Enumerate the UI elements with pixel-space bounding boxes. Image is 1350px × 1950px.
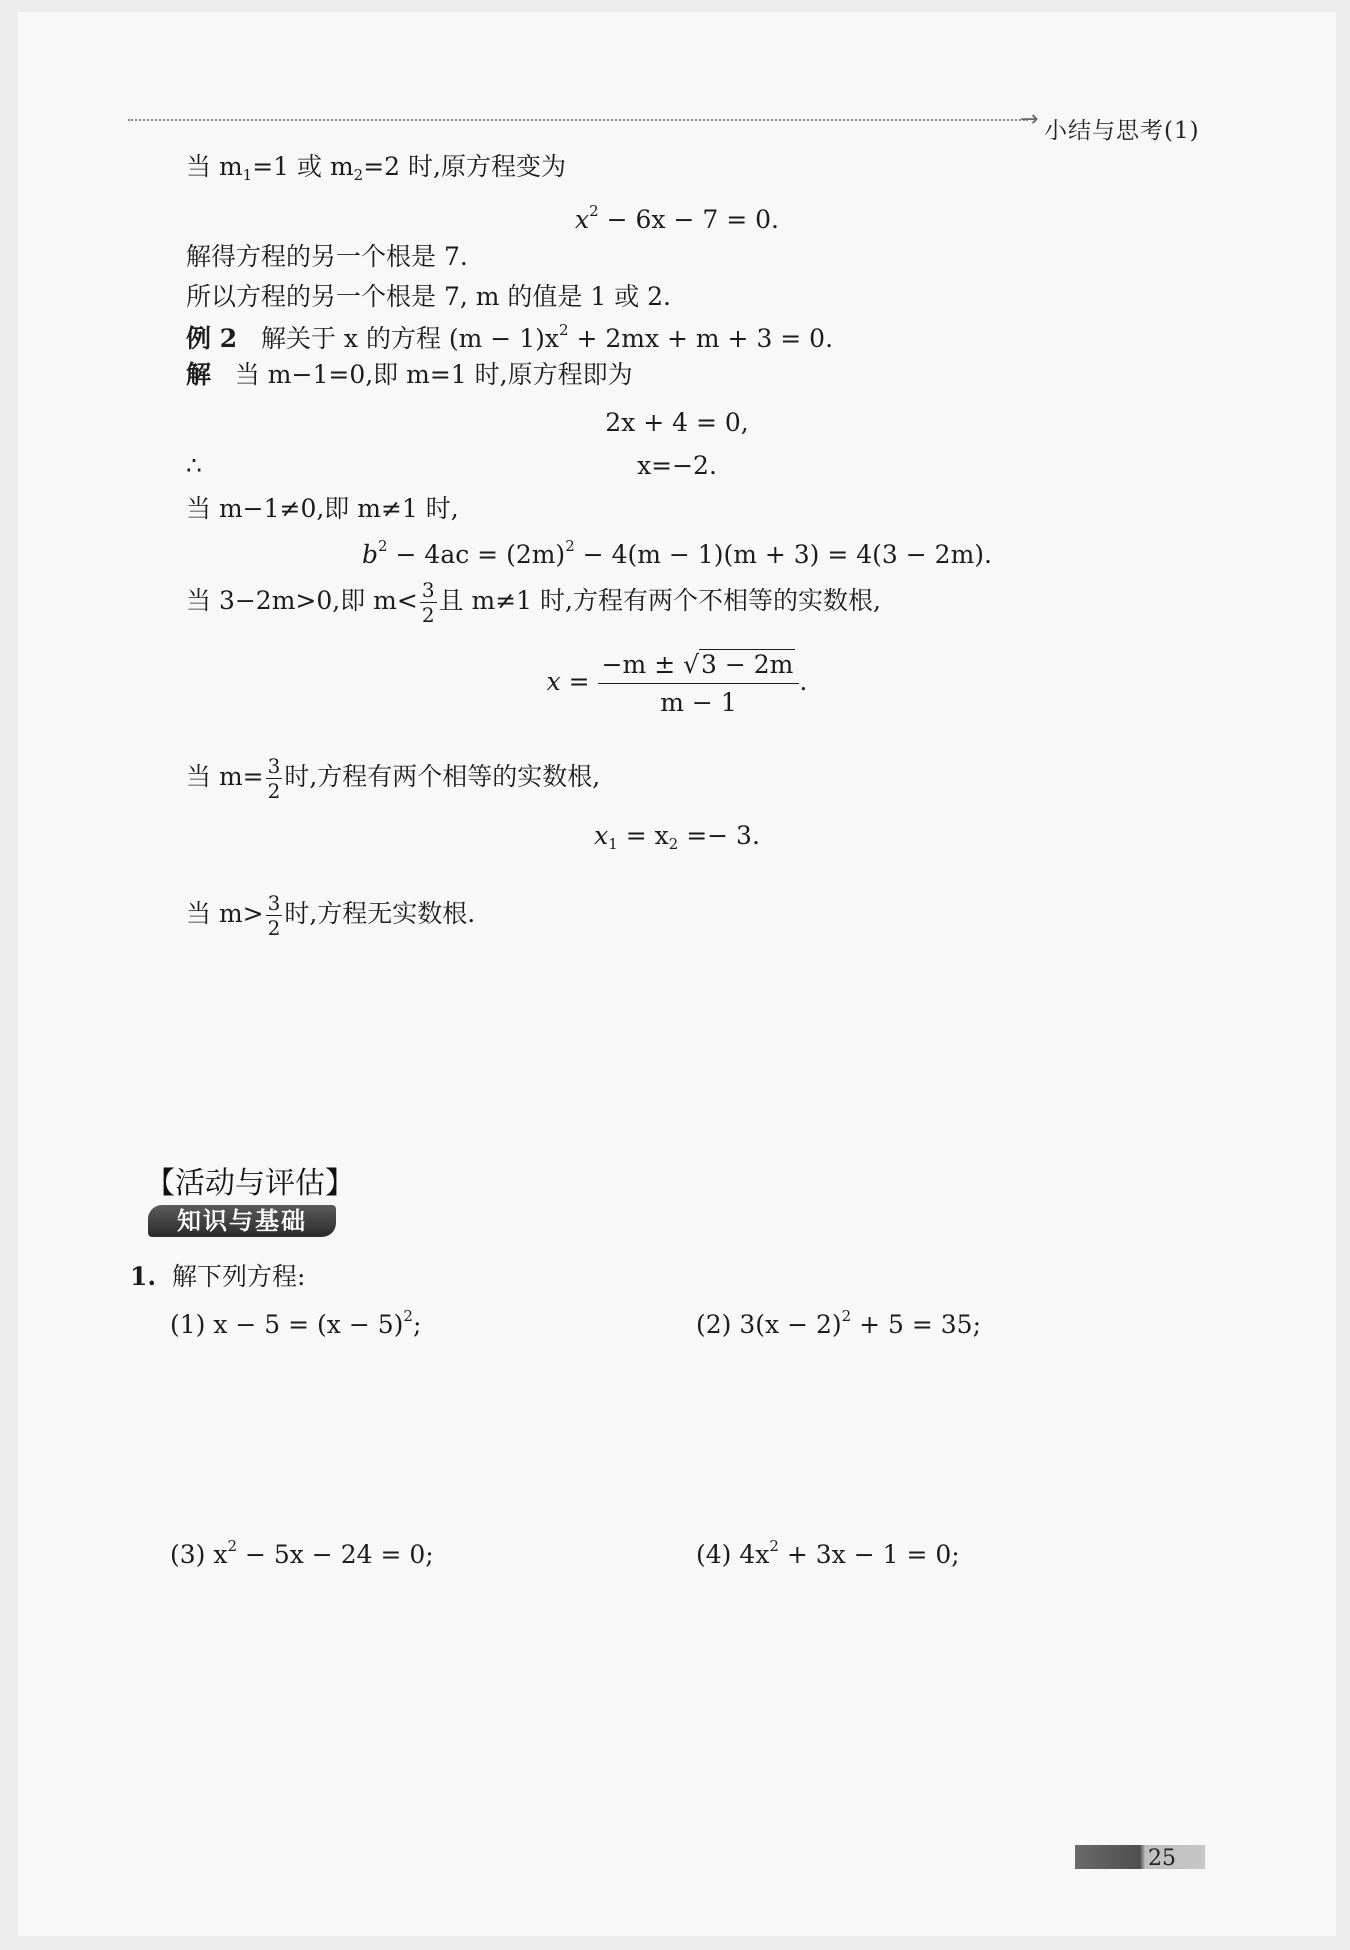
solution-line-conclusion: 所以方程的另一个根是 7, m 的值是 1 或 2. [186,282,671,311]
root-formula: x = $\frac{-m \pm √3 - 2m}{m - 1}$ . [546,650,808,717]
example-2: 例 2 解关于 x 的方程 $(m - 1)x^2 + 2mx + m + 3 = 0$. [186,321,834,353]
fraction-3-over-2: $\frac{3}{2}$ [421,578,435,627]
textbook-page [18,12,1336,1936]
solution-case-m-equals-1: 解 当 m−1=0,即 m=1 时,原方程即为 [186,360,633,389]
section-badge: 知识与基础 [148,1205,336,1237]
header-title: 小结与思考(1) [1044,118,1200,144]
header-arrow-icon: → [1020,107,1039,132]
solution-line-m-values: 当 $m_1=1$ 或 $m_2=2$ 时,原方程变为 [186,152,566,184]
fraction-3-over-2: $\frac{3}{2}$ [267,754,281,803]
equation-x-equals-neg2: x=−2. [637,451,717,480]
equation-x2-6x-7: $x^2 - 6x - 7 = 0$. [575,202,779,234]
root-fraction: $\frac{-m \pm √3 - 2m}{m - 1}$ [598,652,800,715]
solution-case-no-roots: 当 m> $\frac{3}{2}$ 时,方程无实数根. [186,891,476,940]
solution-line-other-root: 解得方程的另一个根是 7. [186,242,468,271]
solution-case-m-not-1: 当 m−1≠0,即 m≠1 时, [186,494,459,523]
discriminant-equation: $b^2 - 4ac = (2m)^2 - 4(m - 1)(m + 3) = 4(3 - 2m)$. [362,537,992,569]
question-1: 1. 解下列方程: [130,1262,306,1291]
exercise-item-4: (4) $4x^2 + 3x - 1 = 0$; [696,1537,960,1569]
page-number: 25 [1148,1846,1176,1871]
solution-label: 解 [186,360,212,389]
page-number-block [1075,1845,1205,1869]
sqrt-symbol: √ [683,650,700,679]
equation-2x-plus-4: 2x + 4 = 0, [605,408,749,437]
solution-case-equal-roots: 当 m= $\frac{3}{2}$ 时,方程有两个相等的实数根, [186,754,601,803]
exercise-item-3: (3) $x^2 - 5x - 24 = 0$; [170,1537,434,1569]
solution-case-two-roots: 当 3−2m>0,即 m< $\frac{3}{2}$ 且 m≠1 时,方程有两个不相等的实数根, [186,578,881,627]
therefore-symbol: ∴ [186,451,202,480]
equation-x1-equals-x2: $x_1 = x_2 =- 3$. [594,821,760,853]
section-heading: 【活动与评估】 [145,1166,355,1201]
question-number: 1. [130,1262,157,1291]
exercise-item-1: (1) $x - 5 = (x - 5)^2$; [170,1307,422,1339]
example-label: 例 2 [186,324,238,353]
header-dotted-rule [128,119,1028,121]
fraction-3-over-2: $\frac{3}{2}$ [267,891,281,940]
exercise-item-2: (2) $3(x - 2)^2 + 5 = 35$; [696,1307,982,1339]
